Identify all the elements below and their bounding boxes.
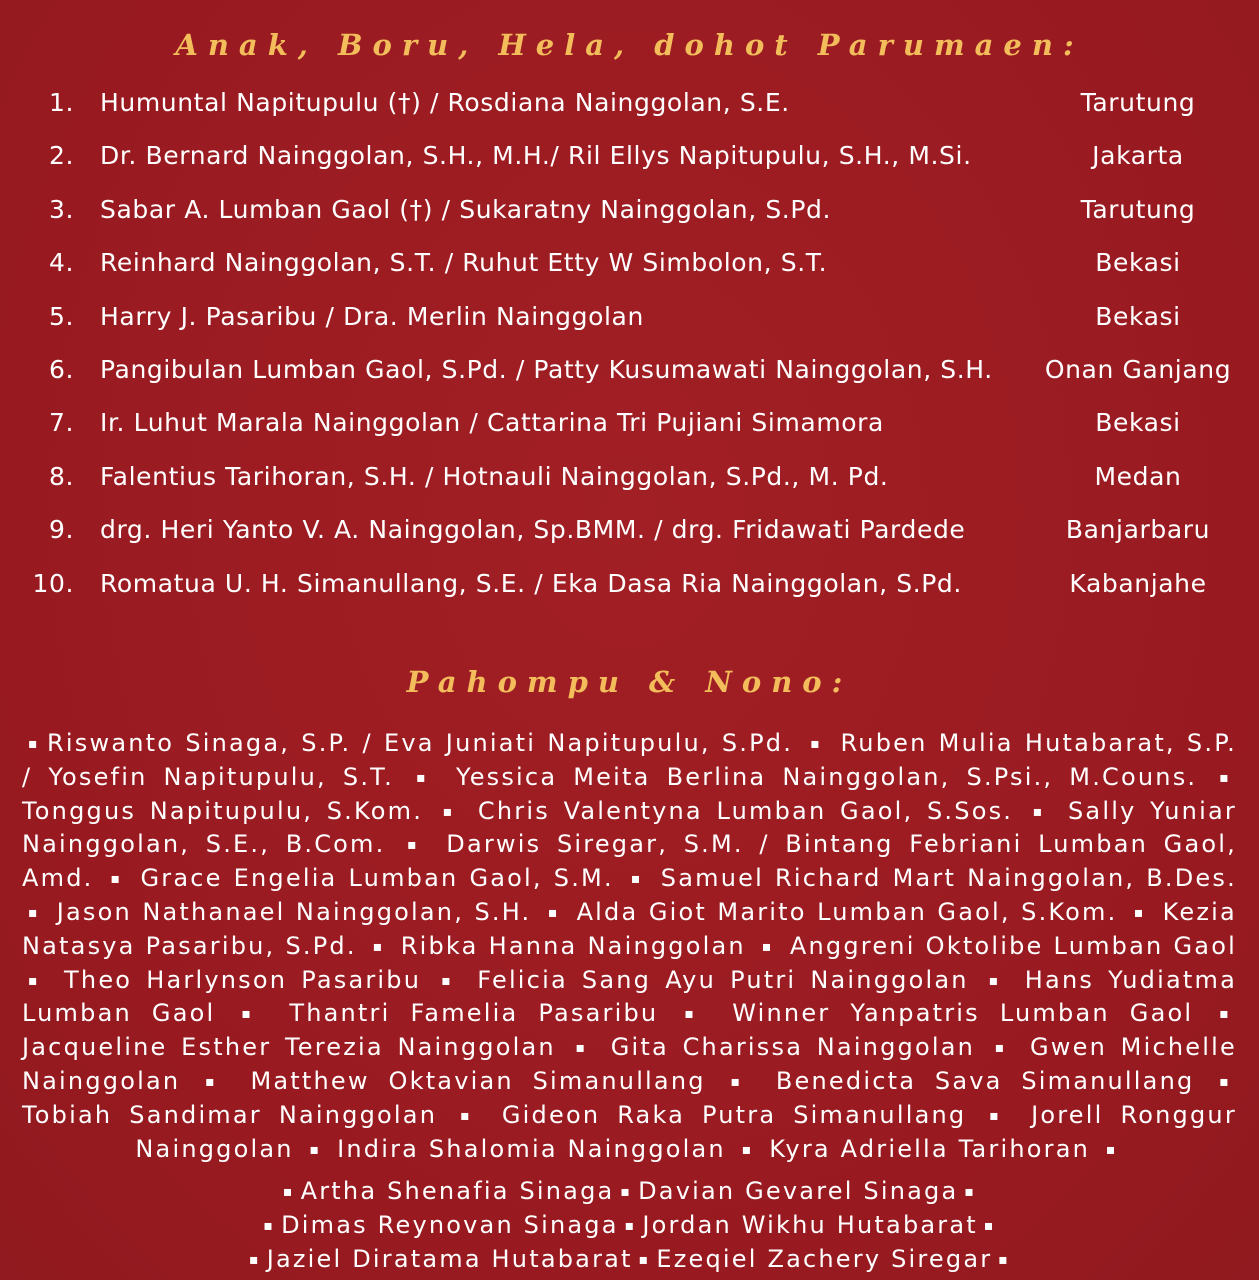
child-row <box>0 355 1259 408</box>
child-number: 7. <box>48 408 74 438</box>
child-row <box>0 569 1259 622</box>
bullet-icon: ▪ <box>988 972 1005 989</box>
grandchild-name: Anggreni Oktolibe Lumban Gaol <box>789 931 1237 960</box>
grandchild-name: Tobiah Sandimar Nainggolan <box>22 1100 438 1129</box>
grandchild-name: Ribka Hanna Nainggolan <box>400 931 746 960</box>
child-row <box>0 302 1259 355</box>
great-grandchild-name: Davian Gevarel Sinaga <box>638 1177 959 1205</box>
grandchild-name: Samuel Richard Mart Nainggolan, B.Des. <box>660 864 1237 893</box>
child-row <box>0 248 1259 301</box>
child-row <box>0 195 1259 248</box>
grandchild-name: Kezia Natasya Pasaribu, S.Pd. <box>22 897 1237 960</box>
bullet-icon: ▪ <box>1219 1006 1231 1023</box>
bullet-icon: ▪ <box>372 938 385 955</box>
grandchild-name: Jacqueline Esther Terezia Nainggolan <box>22 1033 556 1062</box>
child-city: Bekasi <box>1095 248 1181 278</box>
grandchild-name: Thantri Famelia Pasaribu <box>289 999 659 1028</box>
child-city: Onan Ganjang <box>1044 354 1232 384</box>
child-number: 10. <box>32 568 74 598</box>
bullet-icon: ▪ <box>1133 904 1147 921</box>
grandchild-name: Benedicta Sava Simanullang <box>775 1066 1195 1095</box>
great-grandchild-name: Jordan Wikhu Hutabarat <box>642 1210 978 1239</box>
great-grandchild-name: Ezeqiel Zachery Siregar <box>656 1244 993 1273</box>
child-row <box>0 141 1259 194</box>
bullet-icon: ▪ <box>28 904 41 921</box>
child-couple-name: drg. Heri Yanto V. A. Nainggolan, Sp.BMM. / drg. Fridawati Pardede <box>100 515 966 545</box>
bullet-icon: ▪ <box>638 1251 651 1268</box>
bullet-icon: ▪ <box>730 1073 752 1090</box>
bullet-icon: ▪ <box>263 1217 276 1234</box>
child-couple-name: Harry J. Pasaribu / Dra. Merlin Nainggolan <box>100 301 644 331</box>
bullet-icon: ▪ <box>998 1251 1010 1268</box>
bullet-icon: ▪ <box>442 803 459 820</box>
child-city: Bekasi <box>1095 408 1181 438</box>
grandchild-name: Riswanto Sinaga, S.P. / Eva Juniati Napitupulu, S.Pd. <box>47 729 794 757</box>
grandchild-name: Darwis Siregar, S.M. / Bintang Febriani Lumban Gaol, Amd. <box>22 830 1237 893</box>
grandchild-name: Winner Yanpatris Lumban Gaol <box>732 999 1194 1028</box>
grandchild-name: Gita Charissa Nainggolan <box>610 1033 976 1062</box>
child-row <box>0 408 1259 461</box>
grandchild-name: Alda Giot Marito Lumban Gaol, S.Kom. <box>576 897 1118 926</box>
child-row <box>0 88 1259 141</box>
child-number: 1. <box>48 88 74 117</box>
great-grandchild-name: Jaziel Diratama Hutabarat <box>266 1244 633 1273</box>
great-grandchildren-list <box>0 1175 1259 1276</box>
great-grandchild-line <box>0 1209 1259 1243</box>
child-city: Bekasi <box>1095 301 1181 331</box>
great-grandchild-line <box>0 1175 1259 1209</box>
child-number: 8. <box>48 461 74 491</box>
child-number: 3. <box>48 194 74 224</box>
grandchild-name: Tonggus Napitupulu, S.Kom. <box>22 796 424 825</box>
bullet-icon: ▪ <box>205 1073 226 1090</box>
child-city: Jakarta <box>1092 141 1184 171</box>
children-list <box>0 88 1259 622</box>
grandchild-name: Sally Yuniar Nainggolan, S.E., B.Com. <box>22 796 1237 859</box>
bullet-icon: ▪ <box>441 972 458 989</box>
great-grandchild-name: Dimas Reynovan Sinaga <box>281 1210 619 1239</box>
grandchild-name: Kyra Adriella Tarihoran <box>769 1134 1091 1163</box>
bullet-icon: ▪ <box>460 1107 479 1124</box>
grandchildren-heading: Pahompu & Nono: <box>406 665 853 699</box>
bullet-icon: ▪ <box>28 972 44 989</box>
child-number: 4. <box>48 248 74 278</box>
bullet-icon: ▪ <box>309 1141 322 1158</box>
bullet-icon: ▪ <box>964 1184 977 1200</box>
grandchild-name: Chris Valentyna Lumban Gaol, S.Sos. <box>477 796 1014 825</box>
grandchild-name: Matthew Oktavian Simanullang <box>250 1066 706 1095</box>
child-number: 5. <box>48 301 74 331</box>
bullet-icon: ▪ <box>994 1040 1011 1057</box>
grandchild-name: Ruben Mulia Hutabarat, S.P. / Yosefin Napitupulu, S.T. <box>22 729 1237 791</box>
child-number: 6. <box>48 354 74 384</box>
child-couple-name: Reinhard Nainggolan, S.T. / Ruhut Etty W Simbolon, S.T. <box>100 248 828 278</box>
child-city: Kabanjahe <box>1069 568 1207 598</box>
child-city: Medan <box>1094 461 1182 491</box>
bullet-icon: ▪ <box>575 1040 592 1057</box>
child-row <box>0 515 1259 568</box>
bullet-icon: ▪ <box>28 736 42 752</box>
bullet-icon: ▪ <box>1105 1141 1118 1158</box>
bullet-icon: ▪ <box>989 1107 1009 1124</box>
grandchildren-list <box>22 727 1237 1166</box>
child-city: Tarutung <box>1080 88 1196 117</box>
bullet-icon: ▪ <box>282 1184 295 1200</box>
bullet-icon: ▪ <box>630 871 644 888</box>
great-grandchild-name: Artha Shenafia Sinaga <box>300 1177 615 1205</box>
child-couple-name: Sabar A. Lumban Gaol (†) / Sukaratny Nainggolan, S.Pd. <box>100 194 832 224</box>
grandchild-name: Gwen Michelle Nainggolan <box>22 1033 1237 1095</box>
bullet-icon: ▪ <box>1219 769 1231 786</box>
bullet-icon: ▪ <box>741 1141 754 1158</box>
grandchild-name: Hans Yudiatma Lumban Gaol <box>22 965 1237 1028</box>
grandchild-name: Theo Harlynson Pasaribu <box>64 965 422 994</box>
bullet-icon: ▪ <box>1219 1073 1231 1090</box>
bullet-icon: ▪ <box>241 1006 264 1023</box>
child-couple-name: Ir. Luhut Marala Nainggolan / Cattarina Tri Pujiani Simamora <box>100 408 884 438</box>
bullet-icon: ▪ <box>248 1251 261 1268</box>
child-couple-name: Falentius Tarihoran, S.H. / Hotnauli Nainggolan, S.Pd., M. Pd. <box>100 461 889 491</box>
child-number: 9. <box>48 515 74 545</box>
bullet-icon: ▪ <box>416 769 434 786</box>
bullet-icon: ▪ <box>810 736 824 752</box>
bullet-icon: ▪ <box>407 837 425 854</box>
grandchild-name: Felicia Sang Ayu Putri Nainggolan <box>477 965 969 994</box>
child-couple-name: Humuntal Napitupulu (†) / Rosdiana Nainggolan, S.E. <box>100 88 790 117</box>
bullet-icon: ▪ <box>983 1217 996 1234</box>
bullet-icon: ▪ <box>1032 803 1049 820</box>
bullet-icon: ▪ <box>684 1006 707 1023</box>
grandchild-name: Grace Engelia Lumban Gaol, S.M. <box>140 864 614 893</box>
child-row <box>0 462 1259 515</box>
grandchild-name: Jorell Ronggur Nainggolan <box>135 1100 1237 1163</box>
child-city: Tarutung <box>1080 194 1196 224</box>
bullet-icon: ▪ <box>110 871 124 888</box>
grandchild-name: Jason Nathanael Nainggolan, S.H. <box>56 897 532 926</box>
child-couple-name: Romatua U. H. Simanullang, S.E. / Eka Dasa Ria Nainggolan, S.Pd. <box>100 568 962 598</box>
child-couple-name: Pangibulan Lumban Gaol, S.Pd. / Patty Kusumawati Nainggolan, S.H. <box>100 354 993 384</box>
child-couple-name: Dr. Bernard Nainggolan, S.H., M.H./ Ril Ellys Napitupulu, S.H., M.Si. <box>100 141 972 171</box>
bullet-icon: ▪ <box>761 938 774 955</box>
child-city: Banjarbaru <box>1065 515 1211 545</box>
great-grandchild-line <box>0 1243 1259 1277</box>
grandchild-name: Gideon Raka Putra Simanullang <box>501 1100 967 1129</box>
grandchild-name: Yessica Meita Berlina Nainggolan, S.Psi., M.Couns. <box>456 762 1198 791</box>
child-number: 2. <box>48 141 74 171</box>
bullet-icon: ▪ <box>620 1184 633 1200</box>
grandchild-name: Indira Shalomia Nainggolan <box>337 1134 726 1163</box>
bullet-icon: ▪ <box>547 904 561 921</box>
bullet-icon: ▪ <box>624 1217 637 1234</box>
children-heading: Anak, Boru, Hela, dohot Parumaen: <box>175 28 1084 62</box>
